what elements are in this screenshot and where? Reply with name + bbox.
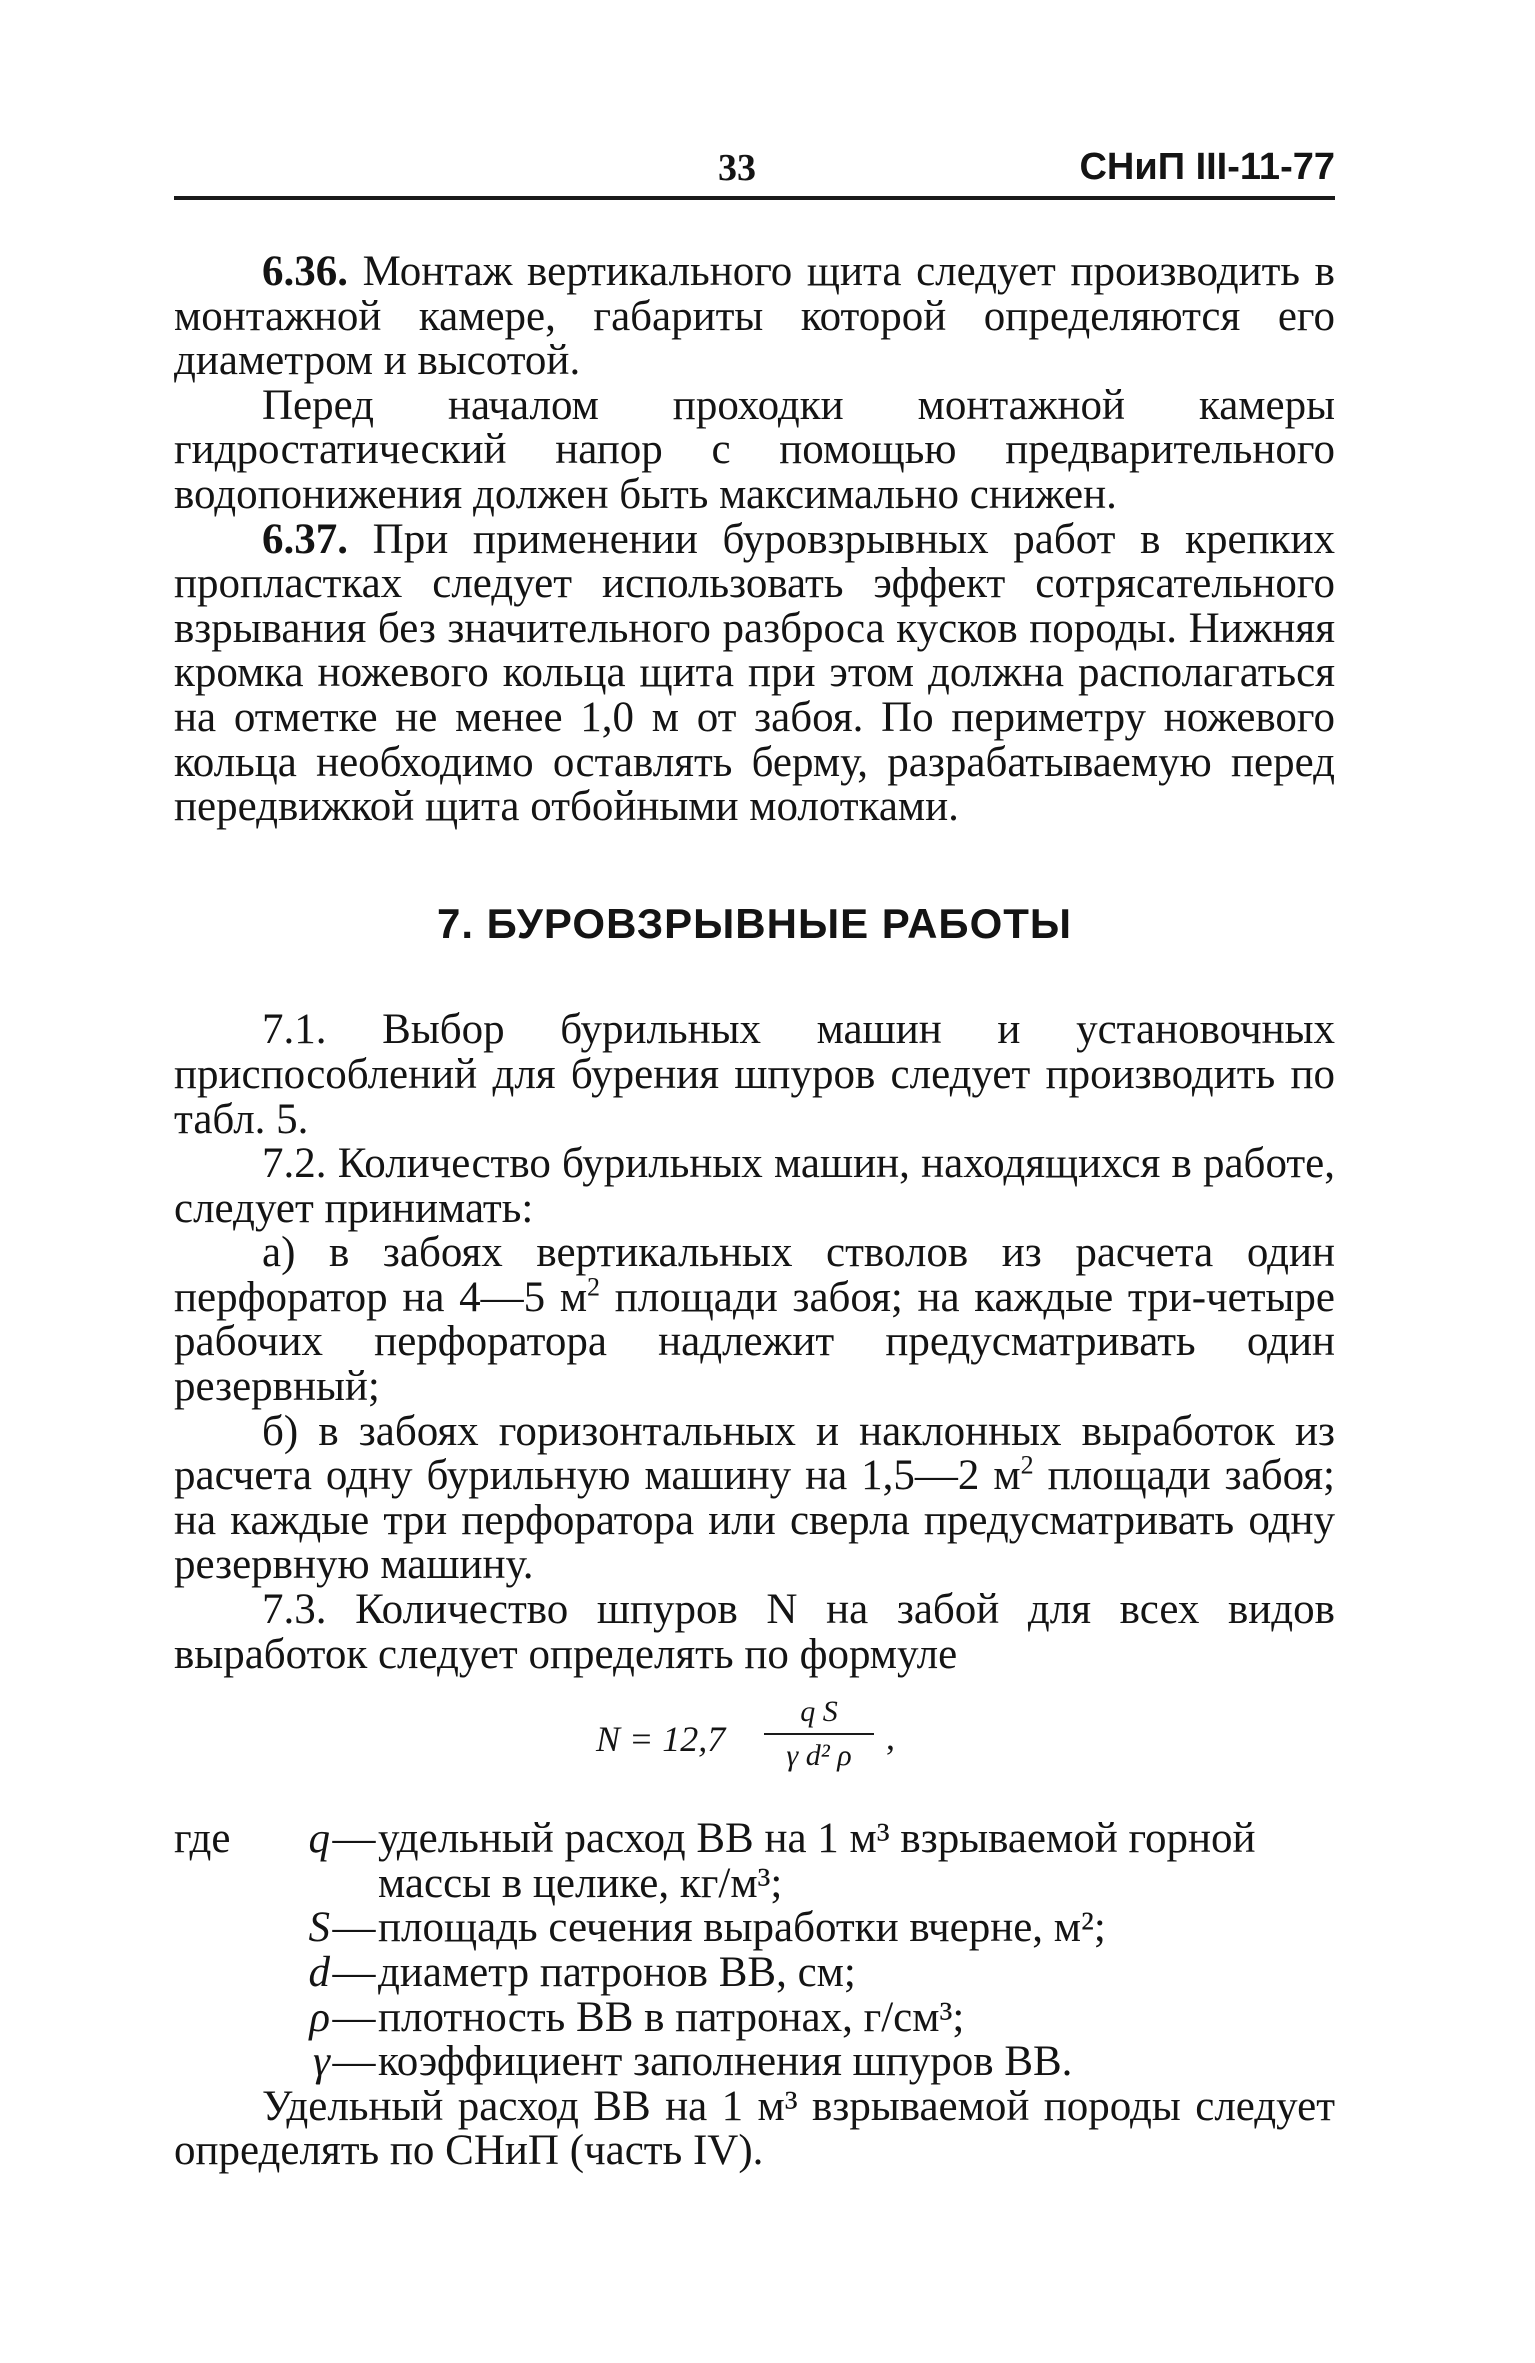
definition-row <box>174 1951 1335 1996</box>
paragraph-6-36 <box>174 250 1335 384</box>
paragraph-6-36-continued: Перед началом проходки монтажной камеры гидростатический напор с помощью предварительного водопонижения должен быть максимально снижен. <box>174 381 1335 518</box>
definition-row <box>174 1906 1335 1951</box>
definition-dash: — <box>332 1815 376 1863</box>
paragraph-7-2 <box>174 1142 1335 1231</box>
definition-lead <box>174 1951 276 1996</box>
clause-number: 7.1. <box>262 1006 327 1054</box>
definition-symbol: γ <box>313 2038 330 2086</box>
definition-row <box>174 2040 1335 2085</box>
definitions-list <box>174 1817 1335 2085</box>
formula <box>174 1689 1335 1801</box>
paragraph-7-2-b <box>174 1407 1335 1589</box>
clause-text: б) в забоях горизонтальных и наклонных выработок из расчета одну бурильную машину на 1,5—2 м <box>174 1407 1335 1500</box>
definition-text: плотность ВВ в патронах, г/см³; <box>378 1993 965 2041</box>
definition-symbol: S <box>308 1904 330 1952</box>
paragraph-6-37 <box>174 515 1335 831</box>
paragraph-7-3 <box>174 1588 1335 1677</box>
clause-number: 6.36. <box>262 248 348 295</box>
clause-number: 7.3. <box>262 1586 327 1634</box>
fraction-bar <box>764 1733 874 1735</box>
page-content <box>174 250 1335 2174</box>
clause-text: При применении буровзрывных работ в крепких пропластках следует использовать эффект сотрясательного взрывания без значительного разброса кусков породы. Нижняя кромка ножевого кольца щита при этом должна располагаться на отметке не менее 1,0 м от забоя. По периметру ножевого кольца необходимо оставлять берму, разрабатываемую перед передвижкой щита отбойными молотками. <box>174 515 1335 831</box>
definition-lead <box>174 2040 276 2085</box>
definition-symbol: d <box>308 1949 330 1996</box>
page-number: 33 <box>718 147 756 189</box>
document-code: СНиП III-11-77 <box>1079 146 1335 188</box>
definition-row <box>174 1817 1335 1906</box>
paragraph-final: Удельный расход ВВ на 1 м³ взрываемой породы следует определять по СНиП (часть IV). <box>174 2082 1335 2175</box>
formula-fraction <box>764 1695 874 1773</box>
paragraph-7-2-a <box>174 1231 1335 1409</box>
formula-numerator: q S <box>800 1695 838 1729</box>
definition-text: площадь сечения выработки вчерне, м²; <box>378 1904 1106 1952</box>
formula-comma: , <box>886 1717 895 1758</box>
definition-row <box>174 1993 1335 2041</box>
definition-dash: — <box>332 1904 376 1952</box>
definition-lead <box>174 1996 276 2041</box>
definition-lead <box>174 1906 276 1951</box>
clause-text: площади забоя; на каждые три-четыре рабочих перфоратора надлежит предусматривать один резервный; <box>174 1273 1335 1411</box>
clause-text: Количество бурильных машин, находящихся в работе, следует принимать: <box>174 1140 1335 1232</box>
formula-denominator: γ d² ρ <box>786 1739 852 1773</box>
header-rule <box>174 196 1335 200</box>
definition-text: диаметр патронов ВВ, см; <box>378 1949 856 1996</box>
paragraph-7-1 <box>174 1008 1335 1142</box>
definition-dash: — <box>332 1993 376 2041</box>
definition-lead: где <box>174 1815 231 1863</box>
definition-text: удельный расход ВВ на 1 м³ взрываемой горной массы в целике, кг/м³; <box>378 1815 1256 1907</box>
superscript: 2 <box>587 1272 601 1302</box>
definition-text: коэффициент заполнения шпуров ВВ. <box>378 2038 1073 2086</box>
clause-text: площади забоя; на каждые три перфоратора или сверла предусматривать одну резервную машину. <box>174 1452 1335 1589</box>
superscript: 2 <box>1020 1450 1034 1480</box>
page-header <box>174 146 1335 196</box>
definition-symbol: ρ <box>309 1993 330 2041</box>
definition-dash: — <box>332 2038 376 2086</box>
section-heading: 7. БУРОВЗРЫВНЫЕ РАБОТЫ <box>436 899 1073 947</box>
clause-text: Выбор бурильных машин и установочных приспособлений для бурения шпуров следует производить по табл. 5. <box>174 1006 1335 1143</box>
definition-symbol: q <box>308 1815 330 1863</box>
clause-text: Количество шпуров N на забой для всех видов выработок следует определять по формуле <box>174 1586 1335 1678</box>
formula-lhs: N = 12,7 <box>596 1719 726 1760</box>
clause-text: Монтаж вертикального щита следует производить в монтажной камере, габариты которой определяются его диаметром и высотой. <box>174 248 1335 385</box>
definition-dash: — <box>332 1949 376 1996</box>
clause-number: 7.2. <box>262 1140 327 1188</box>
clause-number: 6.37. <box>262 515 348 563</box>
clause-text: а) в забоях вертикальных стволов из расчета один перфоратор на 4—5 м <box>174 1229 1335 1321</box>
